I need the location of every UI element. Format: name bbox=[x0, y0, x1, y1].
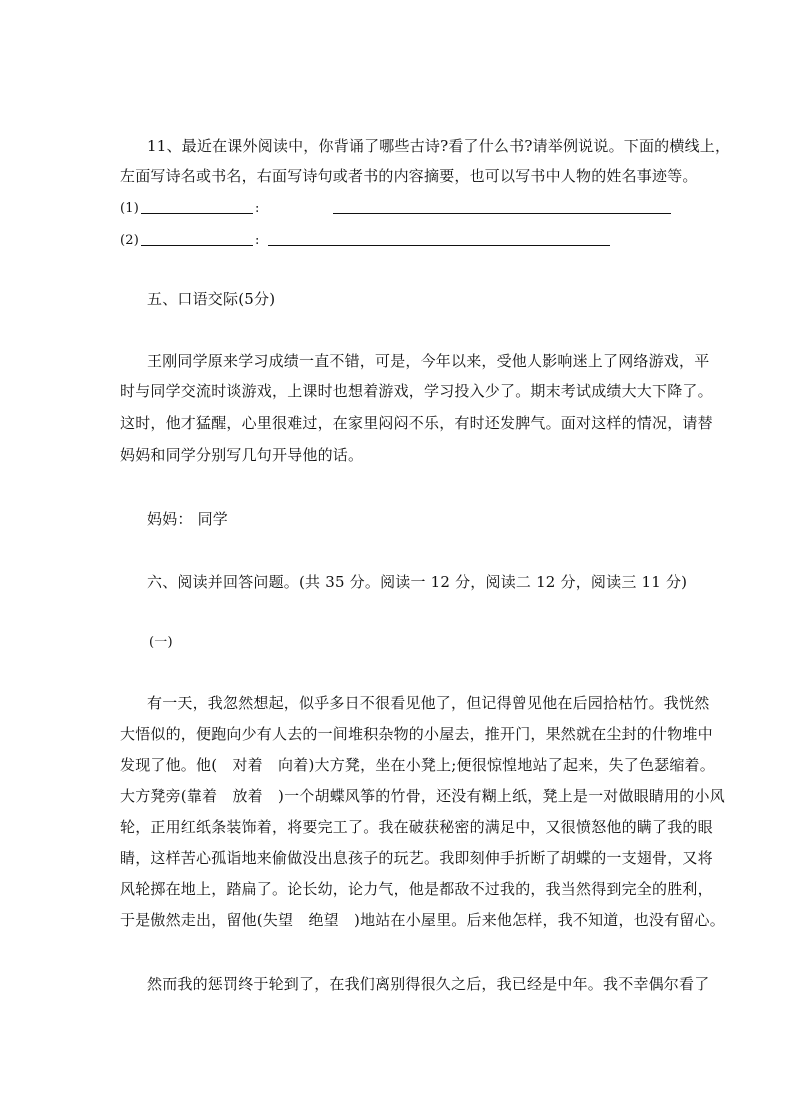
passage1-line-8: 于是傲然走出，留他(失望 绝望 )地站在小屋里。后来他怎样，我不知道，也没有留心。 bbox=[120, 911, 725, 929]
passage1-line-1: 有一天，我忽然想起，似乎多日不很看见他了，但记得曾见他在后园拾枯竹。我恍然 bbox=[147, 694, 710, 712]
q11-item-2-label: (2) bbox=[120, 233, 140, 248]
passage1-line-7: 风轮掷在地上，踏扁了。论长幼，论力气，他是都敌不过我的，我当然得到完全的胜利， bbox=[120, 880, 713, 898]
passage1-line-4: 大方凳旁(靠着 放着 )一个胡蝶风筝的竹骨，还没有糊上纸，凳上是一对做眼睛用的小风 bbox=[120, 787, 725, 805]
q11-line-2: 左面写诗名或书名，右面写诗句或者书的内容摘要，也可以写书中人物的姓名事迹等。 bbox=[120, 167, 698, 185]
q11-item-2-left-blank[interactable] bbox=[141, 245, 253, 246]
section5-para-line-1: 王刚同学原来学习成绩一直不错，可是，今年以来，受他人影响迷上了网络游戏，平 bbox=[147, 352, 710, 370]
q11-item-1-label: (1) bbox=[120, 201, 140, 216]
section5-answer-labels: 妈妈： 同学 bbox=[147, 510, 228, 528]
passage1-line-3: 发现了他。他( 对着 向着)大方凳，坐在小凳上;便很惊惶地站了起来，失了色瑟缩着。 bbox=[120, 756, 715, 774]
section5-para-line-3: 这时，他才猛醒，心里很难过，在家里闷闷不乐，有时还发脾气。面对这样的情况，请替 bbox=[120, 414, 713, 432]
q11-item-2-colon: : bbox=[255, 233, 260, 248]
section6-heading: 六、阅读并回答问题。(共 35 分。阅读一 12 分，阅读二 12 分，阅读三 11 分) bbox=[147, 573, 688, 591]
section5-heading: 五、口语交际(5分) bbox=[147, 290, 276, 308]
q11-item-1-right-blank[interactable] bbox=[333, 213, 671, 214]
passage1-line-2: 大悟似的，便跑向少有人去的一间堆积杂物的小屋去，推开门，果然就在尘封的什物堆中 bbox=[120, 725, 713, 743]
passage2-line-1: 然而我的惩罚终于轮到了，在我们离别得很久之后，我已经是中年。我不幸偶尔看了 bbox=[147, 975, 710, 993]
q11-line-1: 11、最近在课外阅读中，你背诵了哪些古诗?看了什么书?请举例说说。下面的横线上， bbox=[147, 137, 731, 155]
q11-item-2-right-blank[interactable] bbox=[268, 245, 610, 246]
passage1-line-5: 轮，正用红纸条装饰着，将要完工了。我在破获秘密的满足中，又很愤怒他的瞒了我的眼 bbox=[120, 818, 713, 836]
q11-item-1-left-blank[interactable] bbox=[141, 213, 253, 214]
passage1-line-6: 睛，这样苦心孤诣地来偷做没出息孩子的玩艺。我即刻伸手折断了胡蝶的一支翅骨，又将 bbox=[120, 849, 713, 867]
q11-item-1-colon: : bbox=[255, 201, 260, 216]
section6-part1-label: (一) bbox=[149, 635, 173, 650]
section5-para-line-2: 时与同学交流时谈游戏，上课时也想着游戏，学习投入少了。期末考试成绩大大下降了。 bbox=[120, 382, 713, 400]
section5-para-line-4: 妈妈和同学分别写几句开导他的话。 bbox=[120, 446, 364, 464]
